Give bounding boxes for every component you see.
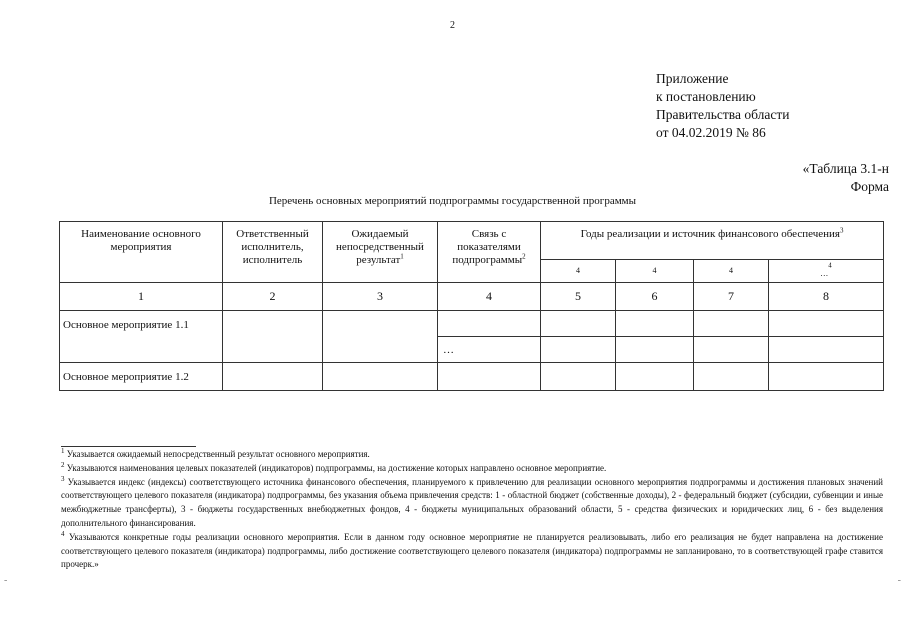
- header-executor: Ответственный исполнитель, исполнитель: [223, 222, 323, 283]
- year-cell: 4: [694, 260, 769, 283]
- activity-name: Основное мероприятие 1.2: [60, 363, 223, 391]
- table-cell: [541, 363, 616, 391]
- table-cell: [616, 311, 694, 337]
- table-cell: [769, 337, 884, 363]
- column-number: 5: [541, 283, 616, 311]
- footnote-ref: 4: [828, 260, 832, 269]
- table-cell: [223, 363, 323, 391]
- column-number: 4: [438, 283, 541, 311]
- year-cell: 4: [616, 260, 694, 283]
- scan-mark-left: -: [4, 575, 8, 586]
- footnote-mark: 3: [61, 474, 65, 483]
- indicator-link-cell: …: [438, 337, 541, 363]
- footnote-ref: 1: [400, 252, 404, 261]
- footnote-ref: 3: [839, 226, 844, 235]
- table-row: [60, 311, 884, 337]
- appendix-line: Приложение: [656, 71, 729, 86]
- appendix-line: к постановлению: [656, 89, 756, 104]
- footnote-mark: 1: [61, 447, 65, 455]
- footnote: $^2$ Указываются наименования целевых показателей (индикаторов) подпрограммы, на достижение которых направлено основное мероприятие.: [61, 460, 607, 473]
- page-number: 2: [450, 20, 455, 31]
- activity-name: Основное мероприятие 1.1: [60, 311, 223, 363]
- table-cell: [769, 311, 884, 337]
- table-cell: [616, 337, 694, 363]
- table-cell: [694, 337, 769, 363]
- header-expected-result: Ожидаемый непосредственный результат$^1$: [323, 222, 438, 283]
- column-number: 3: [323, 283, 438, 311]
- footnote: $^4$ Указываются конкретные годы реализации основного мероприятия. Если в данном году основное мероприятие не планируется реализовывать, либо его реализация не будет направлена на достижение соответствующего целевого показателя (индикатора) подпрограммы, либо достижение соответствующего целевого показателя (индикатора) подпрограммы не запланировано, то в соответствующей графе ставится прочерк.»: [61, 529, 883, 570]
- column-number: 2: [223, 283, 323, 311]
- header-years-financing: Годы реализации и источник финансового обеспечения$^3$: [541, 222, 884, 260]
- header-row: [60, 222, 884, 260]
- table-title: Перечень основных мероприятий подпрограммы государственной программы: [268, 195, 637, 207]
- table-cell: [323, 363, 438, 391]
- footnote-mark: 2: [61, 460, 65, 469]
- footnote-mark: 4: [61, 529, 65, 538]
- footnote: $^3$ Указывается индекс (индексы) соответствующего источника финансового обеспечения, планируемого к привлечению для реализации основного мероприятия подпрограммы и достижения плановых значений соответствующего целевого показателя (индикатора) подпрограммы, без указания объема привлечения средств: 1 - областной бюджет (собственные доходы), 2 - федеральный бюджет (субсидии, субвенции и иные межбюджетные трансферты), 3 - бюджеты государственных внебюджетных фондов, 4 - бюджеты муниципальных образований области, 5 - средства физических и юридических лиц, 6 - без выделения дополнительного финансирования.: [61, 474, 884, 528]
- form-label: Форма: [850, 179, 889, 194]
- footnote-separator: [61, 446, 196, 447]
- table-cell: [694, 363, 769, 391]
- column-number-row: [60, 283, 884, 311]
- table-cell: [323, 311, 438, 363]
- footnote: $^1$ Указывается ожидаемый непосредственный результат основного мероприятия.: [61, 447, 370, 459]
- table-row: [60, 363, 884, 391]
- column-number: 1: [60, 283, 223, 311]
- column-number: 7: [694, 283, 769, 311]
- appendix-line: Правительства области: [656, 107, 790, 122]
- appendix-header: [656, 70, 789, 142]
- table-cell: [438, 311, 541, 337]
- table-cell: [438, 363, 541, 391]
- footnote-ref: 2: [522, 252, 526, 261]
- table-number: «Таблица 3.1-н: [802, 161, 889, 176]
- column-number: 6: [616, 283, 694, 311]
- year-cell-last: [769, 260, 884, 283]
- activities-table: [59, 221, 884, 391]
- appendix-date-line: от 04.02.2019 № 86: [656, 125, 766, 140]
- table-cell: [223, 311, 323, 363]
- header-activity-name: Наименование основного мероприятия: [60, 222, 223, 283]
- scan-mark-right: -: [897, 575, 901, 586]
- table-cell: [616, 363, 694, 391]
- table-cell: [769, 363, 884, 391]
- footnotes: [61, 448, 883, 572]
- column-number: 8: [769, 283, 884, 311]
- ellipsis: …: [820, 268, 829, 278]
- table-reference: [803, 160, 889, 196]
- table-cell: [694, 311, 769, 337]
- year-cell: 4: [541, 260, 616, 283]
- table-cell: [541, 311, 616, 337]
- table-cell: [541, 337, 616, 363]
- header-indicator-link: Связь с показателями подпрограммы$^2$: [438, 222, 541, 283]
